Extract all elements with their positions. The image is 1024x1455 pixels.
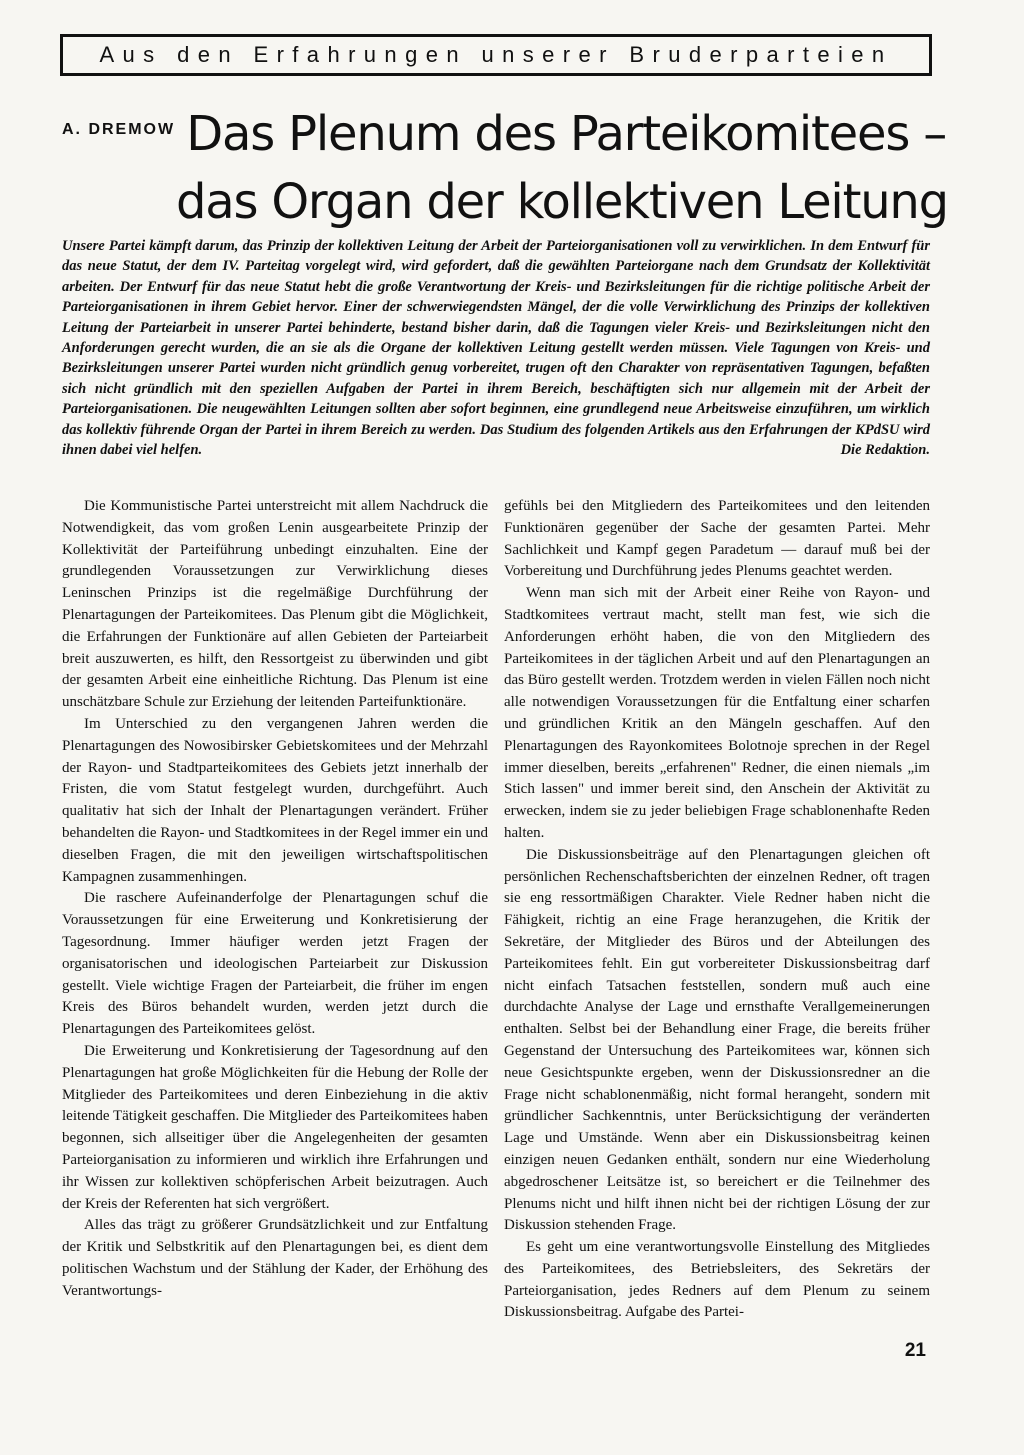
rubric-box — [60, 34, 932, 76]
intro-signature: Die Redaktion. — [840, 442, 930, 459]
intro-text: Unsere Partei kämpft darum, das Prinzip der kollektiven Leitung der Arbeit der Parteiorganisationen voll zu verwirklichen. In dem Entwurf für das neue Statut, der dem IV. Parteitag vorgelegt wird, wird gefordert, daß die gewählten Parteiorgane nach dem Grundsatz der Kollektivität arbeiten. Der Entwurf für das neue Statut hebt die große Verantwortung der Kreis- und Bezirksleitungen für die richtige politische Arbeit der Parteiorganisationen in ihrem Gebiet hervor. Einer der schwerwiegendsten Mängel, der die volle Verwirklichung des Prinzips der kollektiven Leitung der Parteiarbeit in unserer Partei behinderte, bestand bisher darin, daß die Tagungen vieler Kreis- und Bezirksleitungen nicht den Anforderungen gerecht wurden, die an sie als die Organe der kollektiven Leitung gestellt werden müssen. Viele Tagungen von Kreis- und Bezirksleitungen unserer Partei wurden nicht gründlich genug vorbereitet, trugen oft den Charakter von repräsentativen Tagungen, befaßten sich nicht gründlich mit den speziellen Aufgaben der Partei in ihrem Bereich, beschäftigten sich nur allgemein mit der Arbeit der Parteiorganisationen. Die neugewählten Leitungen sollten aber sofort beginnen, eine grundlegend neue Arbeitsweise einzuführen, um wirklich das kollektiv führende Organ der Partei in ihrem Bereich zu werden. Das Studium des folgenden Artikels aus den Erfahrungen der KPdSU wird ihnen dabei viel helfen. — [62, 238, 930, 459]
paragraph: Die Erweiterung und Konkretisierung der Tagesordnung auf den Plenartagungen hat große Möglichkeiten für die Hebung der Rolle der Mitglieder des Parteikomitees und deren Einbeziehung in die aktiv leitende Tätigkeit geschaffen. Die Mitglieder des Parteikomitees haben begonnen, sich allseitiger über die Angelegenheiten der gesamten Parteiorganisation zu informieren und wirklich ihre Erfahrungen und ihr Wissen zur kollektiven schöpferischen Arbeit beizutragen. Auch der Kreis der Referenten hat sich vergrößert. — [62, 1042, 488, 1212]
left-column — [62, 496, 488, 1302]
editorial-intro — [62, 236, 930, 460]
paragraph: Alles das trägt zu größerer Grundsätzlichkeit und zur Entfaltung der Kritik und Selbstkritik auf den Plenartagungen bei, es dient dem politischen Wachstum und der Stählung der Kader, der Erhöhung des Verantwortungs- — [62, 1217, 488, 1299]
article-title — [176, 100, 946, 236]
paragraph: Es geht um eine verantwortungsvolle Einstellung des Mitgliedes des Parteikomitees, des Betriebsleiters, des Sekretärs der Parteiorganisation, jedes Redners auf dem Plenum zu seinem Diskussionsbeitrag. Aufgabe des Partei- — [504, 1239, 930, 1321]
paragraph: Im Unterschied zu den vergangenen Jahren werden die Plenartagungen des Nowosibirsker Gebietskomitees und der Mehrzahl der Rayon- und Stadtparteikomitees des Gebiets jetzt innerhalb der Fristen, die vom Statut festgelegt wurden, durchgeführt. Auch qualitativ hat sich der Inhalt der Plenartagungen verändert. Früher behandelten die Rayon- und Stadtkomitees in der Regel immer ein und dieselben Fragen, die mit den jeweiligen wirtschaftspolitischen Kampagnen zusammenhingen. — [62, 715, 488, 885]
paragraph: Die Diskussionsbeiträge auf den Plenartagungen gleichen oft persönlichen Rechenschaftsberichten der einzelnen Redner, oft tragen sie eng ressortmäßigen Charakter. Viele Redner haben nicht die Fähigkeit, richtig an eine Frage heranzugehen, die Kritik der Sekretäre, der Mitglieder des Büros und der Abteilungen des Parteikomitees fehlt. Ein gut vorbereiteter Diskussionsbeitrag darf nicht einfach Tatsachen feststellen, sondern muß auch eine durchdachte Analyse der Lage und ernsthafte Verallgemeinerungen enthalten. Selbst bei der Behandlung einer Frage, die bereits früher Gegenstand der Untersuchung des Parteikomitees war, können sich neue Gesichtspunkte ergeben, wenn der Diskussionsredner an die Frage nicht schablonenmäßig, nicht formal herangeht, sondern mit gründlicher Sachkenntnis, unter Berücksichtigung der veränderten Lage und Umstände. Wenn aber ein Diskussionsbeitrag keinen einzigen neuen Gedanken enthält, sondern nur eine Wiederholung abgedroschener Leitsätze ist, so bereichert er die Teilnehmer des Plenums nicht und hilft ihnen nicht bei der richtigen Lösung der zur Diskussion stehenden Frage. — [504, 846, 930, 1234]
paragraph: Die raschere Aufeinanderfolge der Plenartagungen schuf die Voraussetzungen für eine Erweiterung und Konkretisierung der Tagesordnung. Immer häufiger werden jetzt Fragen der organisatorischen und ideologischen Parteiarbeit zur Diskussion gestellt. Viele wichtige Fragen der Parteiarbeit, die früher im engen Kreis des Büros behandelt wurden, werden jetzt durch die Plenartagungen des Parteikomitees gelöst. — [62, 890, 488, 1038]
paragraph: Die Kommunistische Partei unterstreicht mit allem Nachdruck die Notwendigkeit, das vom großen Lenin ausgearbeitete Prinzip der Kollektivität der Parteiführung unbedingt einzuhalten. Eine der grundlegenden Voraussetzungen zur Verwirklichung dieses Leninschen Prinzips ist die regelmäßige Durchführung der Plenartagungen der Parteikomitees. Das Plenum gibt die Möglichkeit, die Erfahrungen der Funktionäre auf allen Gebieten der Parteiarbeit breit auszuwerten, es hilft, den Ressortgeist zu überwinden und gibt der gesamten Arbeit eine einheitliche Richtung. Das Plenum ist eine unschätzbare Schule zur Erziehung der leitenden Parteifunktionäre. — [62, 498, 488, 711]
right-column — [504, 496, 930, 1324]
title-line-2: das Organ der kollektiven Leitung — [176, 174, 948, 230]
paragraph: Wenn man sich mit der Arbeit einer Reihe von Rayon- und Stadtkomitees vertraut macht, stellt man fest, wie sich die Anforderungen erhöht haben, die von den Mitgliedern des Parteikomitees in der täglichen Arbeit und auf den Plenartagungen an das Büro gestellt werden. Trotzdem werden in vielen Fällen noch nicht alle notwendigen Voraussetzungen für die Entfaltung einer scharfen und gründlichen Kritik an den Mängeln geschaffen. Auf den Plenartagungen des Rayonkomitees Bolotnoje sprechen in der Regel immer dieselben, bereits „erfahrenen" Redner, die einen niemals „im Stich lassen" und immer bereit sind, den Anschein der Aktivität zu erwecken, indem sie zu jeder beliebigen Frage schablonenhafte Reden halten. — [504, 585, 930, 841]
paragraph: gefühls bei den Mitgliedern des Parteikomitees und den leitenden Funktionären gegenüber der Sache der gesamten Partei. Mehr Sachlichkeit und Kampf gegen Paradetum — darauf muß bei der Vorbereitung und Durchführung jedes Plenums geachtet werden. — [504, 498, 930, 580]
page-number: 21 — [904, 1340, 926, 1361]
rubric-text: Aus den Erfahrungen unserer Bruderparteien — [99, 42, 893, 67]
author-name: A. DREMOW — [62, 121, 176, 138]
title-line-1: Das Plenum des Parteikomitees – — [186, 106, 946, 162]
